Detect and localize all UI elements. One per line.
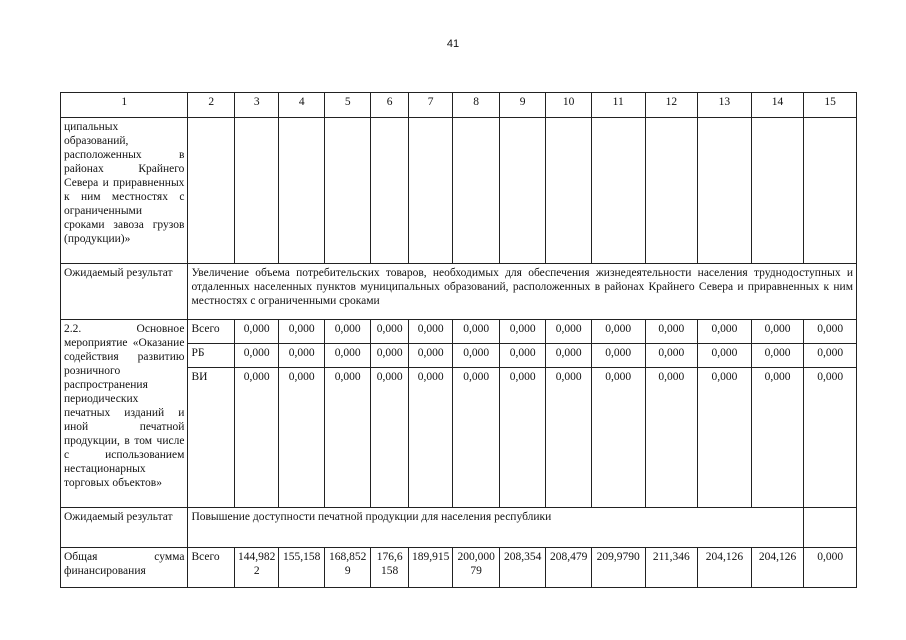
- value-cell: 0,000: [279, 368, 325, 508]
- col-header-8: 8: [453, 93, 500, 118]
- source-label: Всего: [188, 548, 235, 588]
- value-cell: 0,000: [645, 344, 698, 368]
- value-cell: 0,000: [804, 320, 857, 344]
- value-cell: 0,000: [234, 368, 279, 508]
- value-cell: 0,000: [645, 320, 698, 344]
- value-cell: 0,000: [751, 368, 804, 508]
- value-cell: 0,000: [324, 368, 371, 508]
- col-header-4: 4: [279, 93, 325, 118]
- value-cell: 211,346: [645, 548, 698, 588]
- expected-result-label: Ожидаемый результат: [61, 264, 188, 320]
- value-cell: 0,000: [453, 320, 500, 344]
- page-number: 41: [446, 38, 460, 50]
- value-cell: 0,000: [698, 368, 752, 508]
- value-cell: 189,915: [408, 548, 453, 588]
- value-cell: 0,000: [751, 320, 804, 344]
- value-cell: 0,000: [499, 344, 546, 368]
- col-header-9: 9: [499, 93, 546, 118]
- value-cell: 155,158: [279, 548, 325, 588]
- value-cell: 0,000: [546, 344, 592, 368]
- value-cell: 209,9790: [591, 548, 645, 588]
- col-header-15: 15: [804, 93, 857, 118]
- col-header-6: 6: [371, 93, 408, 118]
- value-cell: 0,000: [698, 344, 752, 368]
- value-cell: 168,8529: [324, 548, 371, 588]
- value-cell: 204,126: [698, 548, 752, 588]
- col-header-7: 7: [408, 93, 453, 118]
- expected-result-row-2: [61, 508, 857, 548]
- expected-result-text: Увеличение объема потребительских товаров, необходимых для обеспечения жизнедеятельности населения труднодоступных и отдаленных населенных пунктов муниципальных образований, расположенных в районах Крайнего Севера и приравненных к ним местностях с ограниченными сроками: [188, 264, 857, 320]
- total-financing-row: [61, 548, 857, 588]
- value-cell: 0,000: [698, 320, 752, 344]
- expected-result-row-1: [61, 264, 857, 320]
- value-cell: 0,000: [591, 320, 645, 344]
- value-cell: 0,000: [371, 320, 408, 344]
- value-cell: 208,354: [499, 548, 546, 588]
- value-cell: 0,000: [279, 320, 325, 344]
- value-cell: 0,000: [279, 344, 325, 368]
- col-header-13: 13: [698, 93, 752, 118]
- value-cell: 0,000: [324, 320, 371, 344]
- value-cell: 208,479: [546, 548, 592, 588]
- value-cell: 0,000: [499, 320, 546, 344]
- value-cell: 0,000: [591, 344, 645, 368]
- col-header-2: 2: [188, 93, 235, 118]
- value-cell: 0,000: [645, 368, 698, 508]
- col-header-11: 11: [591, 93, 645, 118]
- value-cell: 0,000: [546, 320, 592, 344]
- value-cell: 0,000: [371, 368, 408, 508]
- value-cell: 144,9822: [234, 548, 279, 588]
- header-row: [61, 93, 857, 118]
- continuation-name: ципальных образований, расположенных в районах Крайнего Севера и приравненных к ним местностях с ограниченными сроками завоза грузов (продукции)»: [61, 118, 188, 264]
- col-header-5: 5: [324, 93, 371, 118]
- col-header-14: 14: [751, 93, 804, 118]
- value-cell: 0,000: [371, 344, 408, 368]
- col-header-12: 12: [645, 93, 698, 118]
- value-cell: 200,00079: [453, 548, 500, 588]
- measure-row-total: [61, 320, 857, 344]
- value-cell: 0,000: [546, 368, 592, 508]
- value-cell: 204,126: [751, 548, 804, 588]
- value-cell: 0,000: [751, 344, 804, 368]
- value-cell: 0,000: [804, 548, 857, 588]
- expected-result-text: Повышение доступности печатной продукции для населения республики: [188, 508, 804, 548]
- value-cell: 0,000: [408, 344, 453, 368]
- value-cell: 0,000: [804, 344, 857, 368]
- continuation-row: [61, 118, 857, 264]
- value-cell: 0,000: [804, 368, 857, 508]
- measure-name: 2.2. Основное мероприятие «Оказание содействия развитию розничного распространения периодических печатных изданий и иной печатной продукции, в том числе с использованием нестационарных торговых объектов»: [61, 320, 188, 508]
- value-cell: 0,000: [591, 368, 645, 508]
- value-cell: 0,000: [234, 344, 279, 368]
- value-cell: 0,000: [453, 344, 500, 368]
- col-header-10: 10: [546, 93, 592, 118]
- value-cell: 0,000: [408, 368, 453, 508]
- source-label: ВИ: [188, 368, 235, 508]
- source-label: Всего: [188, 320, 235, 344]
- value-cell: 0,000: [408, 320, 453, 344]
- total-financing-label: Общая сумма финансирования: [61, 548, 188, 588]
- value-cell: 0,000: [499, 368, 546, 508]
- value-cell: 0,000: [324, 344, 371, 368]
- col-header-1: 1: [61, 93, 188, 118]
- source-label: РБ: [188, 344, 235, 368]
- expected-result-label: Ожидаемый результат: [61, 508, 188, 548]
- value-cell: 0,000: [453, 368, 500, 508]
- col-header-3: 3: [234, 93, 279, 118]
- value-cell: 176,6158: [371, 548, 408, 588]
- value-cell: 0,000: [234, 320, 279, 344]
- financing-table: [60, 92, 857, 588]
